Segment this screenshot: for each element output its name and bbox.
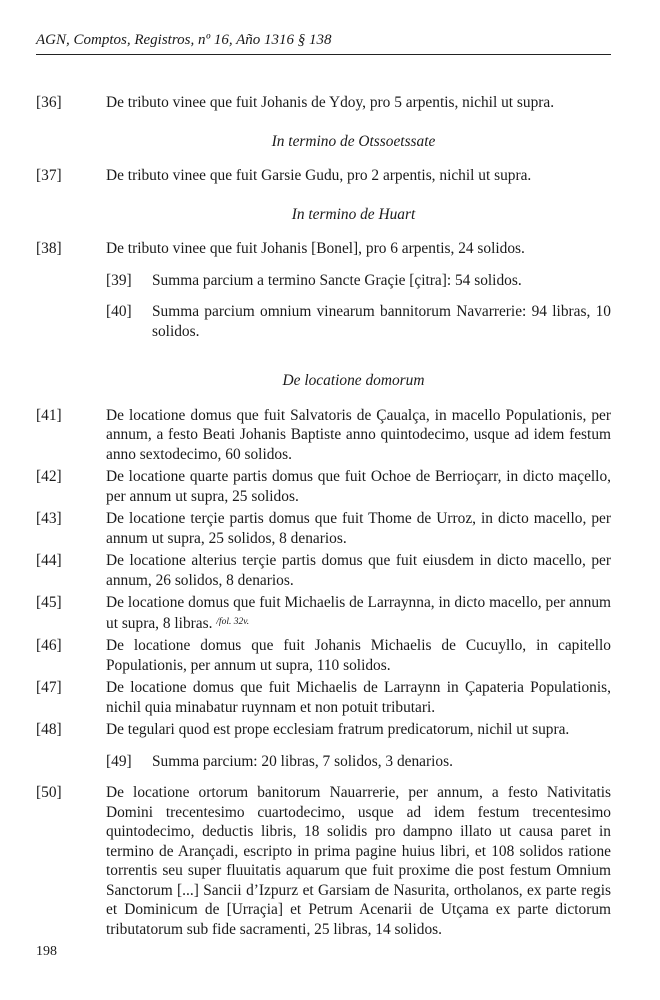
section-heading-huart: In termino de Huart xyxy=(291,205,416,223)
entry-text: De locatione alterius terçie partis domus que fuit eiusdem in dicto macello, per annum, 26 solidos, 8 denarios. xyxy=(106,552,611,589)
entry-text: De tributo vinee que fuit Johanis de Ydoy, pro 5 arpentis, nichil ut supra. xyxy=(106,94,555,111)
entry-39 xyxy=(36,271,611,291)
entry-text: De locatione domus que fuit Michaelis de Larraynna, in dicto macello, per annum ut supra, 8 libras. xyxy=(106,594,611,632)
entry-41 xyxy=(36,406,611,465)
running-header: AGN, Comptos, Registros, nº 16, Año 1316 § 138 xyxy=(36,32,611,55)
entry-number: [47] xyxy=(36,679,62,696)
entry-number: [44] xyxy=(36,552,62,569)
folio-note: /fol. 32v. xyxy=(216,616,250,627)
entry-38 xyxy=(36,239,611,259)
entry-text: De locatione quarte partis domus que fuit Ochoe de Berrioçarr, in dicto maçello, per annum ut supra, 25 solidos. xyxy=(106,468,611,505)
entry-text: De locatione ortorum banitorum Nauarrerie, per annum, a festo Nativitatis Domini trecentesimo cuartodecimo, usque ad idem festum trecentesimo quintodecimo, deductis libris, 18 solidis pro dampno illato ut causa paret in termino de Arançadi, escripto in prima pagine huius libri, et 108 solidos ratione torrentis seu super fluuitatis aquarum que fuit proxime die post festum Omnium Sanctorum [...] Sancii d’Izpurz et Garsiam de Nasurita, ortholanos, ex parte regis et Dominicum de [Urraçia] et Petrum Acenarii de Utçama ex parte dictorum tributatorum sub fide sacramenti, 25 libras, 14 solidos. xyxy=(106,784,611,938)
entry-text: De locatione terçie partis domus que fuit Thome de Urroz, in dicto macello, per annum ut supra, 25 solidos, 8 denarios. xyxy=(106,510,611,547)
page-number: 198 xyxy=(36,944,57,959)
entry-text: De tributo vinee que fuit Johanis [Bonel], pro 6 arpentis, 24 solidos. xyxy=(106,240,525,257)
entry-number: [48] xyxy=(36,721,62,738)
entry-42 xyxy=(36,467,611,506)
entry-36 xyxy=(36,93,611,113)
entry-47 xyxy=(36,678,611,717)
entry-number: [42] xyxy=(36,468,62,485)
entry-text: De tegulari quod est prope ecclesiam fratrum predicatorum, nichil ut supra. xyxy=(106,721,570,738)
entry-48 xyxy=(36,720,611,740)
entry-45 xyxy=(36,593,611,633)
entry-text: Summa parcium: 20 libras, 7 solidos, 3 denarios. xyxy=(152,752,453,770)
entry-text: Summa parcium omnium vinearum bannitorum Navarrerie: 94 libras, 10 solidos. xyxy=(152,303,611,340)
entry-text: De locatione domus que fuit Salvatoris de Çaualça, in macello Populationis, per annum, a festo Beati Johanis Baptiste anno quintodecimo, usque ad idem festum anno sextodecimo, 60 solidos. xyxy=(106,406,611,463)
entry-43 xyxy=(36,509,611,548)
entry-50 xyxy=(36,783,611,939)
entry-number: [41] xyxy=(36,406,62,424)
entry-number: [49] xyxy=(106,752,132,770)
entry-40 xyxy=(36,302,611,341)
entry-number: [40] xyxy=(106,303,132,320)
section-heading-domorum: De locatione domorum xyxy=(282,372,425,389)
section-heading-otssoetssate: In termino de Otssoetssate xyxy=(271,132,436,150)
entry-number: [38] xyxy=(36,240,62,257)
entry-text: De locatione domus que fuit Johanis Michaelis de Cucuyllo, in capitello Populationis, per annum ut supra, 110 solidos. xyxy=(106,637,611,674)
entry-number: [43] xyxy=(36,510,62,527)
entry-number: [37] xyxy=(36,167,62,184)
entry-44 xyxy=(36,551,611,590)
entry-text: Summa parcium a termino Sancte Graçie [çitra]: 54 solidos. xyxy=(152,271,522,289)
entry-number: [39] xyxy=(106,271,132,289)
entry-46 xyxy=(36,636,611,675)
page-body xyxy=(36,93,611,942)
entry-number: [46] xyxy=(36,637,62,654)
entry-text: De locatione domus que fuit Michaelis de Larraynn in Çapateria Populationis, nichil quia minabatur ruynnam et non potuit tributari. xyxy=(106,679,611,716)
entry-number: [50] xyxy=(36,784,62,801)
entry-49 xyxy=(36,752,611,772)
entry-text: De tributo vinee que fuit Garsie Gudu, pro 2 arpentis, nichil ut supra. xyxy=(106,167,532,184)
entry-number: [36] xyxy=(36,94,62,111)
entry-number: [45] xyxy=(36,594,62,611)
entry-37 xyxy=(36,166,611,186)
